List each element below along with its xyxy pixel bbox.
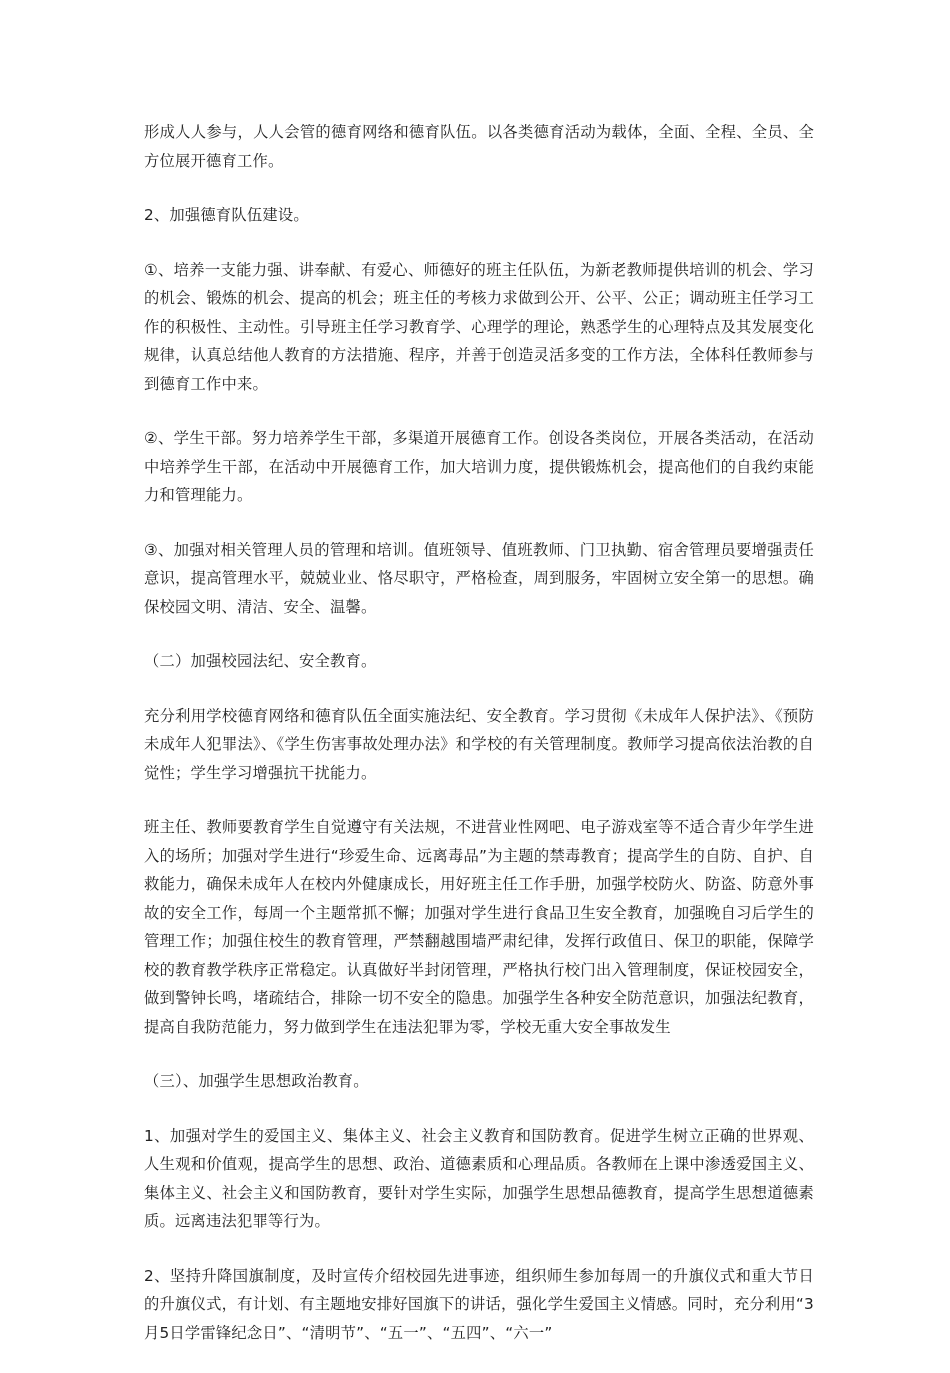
paragraph-law-safety-implementation: 充分利用学校德育网络和德育队伍全面实施法纪、安全教育。学习贯彻《未成年人保护法》、《预防未成年人犯罪法》、《学生伤害事故处理办法》和学校的有关管理制度。教师学习提高依法治教的自觉性；学生学习增强抗干扰能力。 xyxy=(144,706,814,782)
paragraph-item-3-staff-training: ③、加强对相关管理人员的管理和培训。值班领导、值班教师、门卫执勤、宿舍管理员要增强责任意识，提高管理水平，兢兢业业、恪尽职守，严格检查，周到服务，牢固树立安全第一的思想。确保校园文明、清洁、安全、温馨。 xyxy=(144,540,814,616)
paragraph-item-2-student-cadres: ②、学生干部。努力培养学生干部，多渠道开展德育工作。创设各类岗位，开展各类活动，在活动中培养学生干部，在活动中开展德育工作，加大培训力度，提供锻炼机会，提高他们的自我约束能力和管理能力。 xyxy=(144,429,814,504)
heading-strengthen-moral-team: 2、加强德育队伍建设。 xyxy=(144,206,309,224)
paragraph-patriotism-education: 1、加强对学生的爱国主义、集体主义、社会主义教育和国防教育。促进学生树立正确的世界观、人生观和价值观，提高学生的思想、政治、道德素质和心理品质。各教师在上课中渗透爱国主义、集体主义、社会主义和国防教育，要针对学生实际，加强学生思想品德教育，提高学生思想道德素质。远离违法犯罪等行为。 xyxy=(144,1126,814,1230)
paragraph-safety-measures: 班主任、教师要教育学生自觉遵守有关法规，不进营业性网吧、电子游戏室等不适合青少年学生进入的场所；加强对学生进行“珍爱生命、远离毒品”为主题的禁毒教育；提高学生的自防、自护、自救能力，确保未成年人在校内外健康成长，用好班主任工作手册，加强学校防火、防盗、防意外事故的安全工作，每周一个主题常抓不懈；加强对学生进行食品卫生安全教育，加强晚自习后学生的管理工作；加强住校生的教育管理，严禁翻越围墙严肃纪律，发挥行政值日、保卫的职能，保障学校的教育教学秩序正常稳定。认真做好半封闭管理，严格执行校门出入管理制度，保证校园安全，做到警钟长鸣，堵疏结合，排除一切不安全的隐患。加强学生各种安全防范意识，加强法纪教育，提高自我防范能力，努力做到学生在违法犯罪为零，学校无重大安全事故发生 xyxy=(144,818,814,1036)
paragraph-intro-continuation: 形成人人参与，人人会管的德育网络和德育队伍。以各类德育活动为载体，全面、全程、全员、全方位展开德育工作。 xyxy=(144,123,814,170)
heading-law-safety-education: （二）加强校园法纪、安全教育。 xyxy=(144,652,377,670)
document-body xyxy=(144,118,814,1373)
paragraph-item-1-class-teachers: ①、培养一支能力强、讲奉献、有爱心、师德好的班主任队伍，为新老教师提供培训的机会、学习的机会、锻炼的机会、提高的机会；班主任的考核力求做到公开、公平、公正；调动班主任学习工作的积极性、主动性。引导班主任学习教育学、心理学的理论，熟悉学生的心理特点及其发展变化规律，认真总结他人教育的方法措施、程序，并善于创造灵活多变的工作方法，全体科任教师参与到德育工作中来。 xyxy=(144,260,814,393)
heading-political-education: （三）、加强学生思想政治教育。 xyxy=(144,1072,369,1090)
paragraph-flag-ceremony: 2、坚持升降国旗制度，及时宣传介绍校园先进事迹，组织师生参加每周一的升旗仪式和重大节日的升旗仪式，有计划、有主题地安排好国旗下的讲话，强化学生爱国主义情感。同时，充分利用“3月5日学雷锋纪念日”、“清明节”、“五一”、“五四”、“六一” xyxy=(144,1266,814,1342)
